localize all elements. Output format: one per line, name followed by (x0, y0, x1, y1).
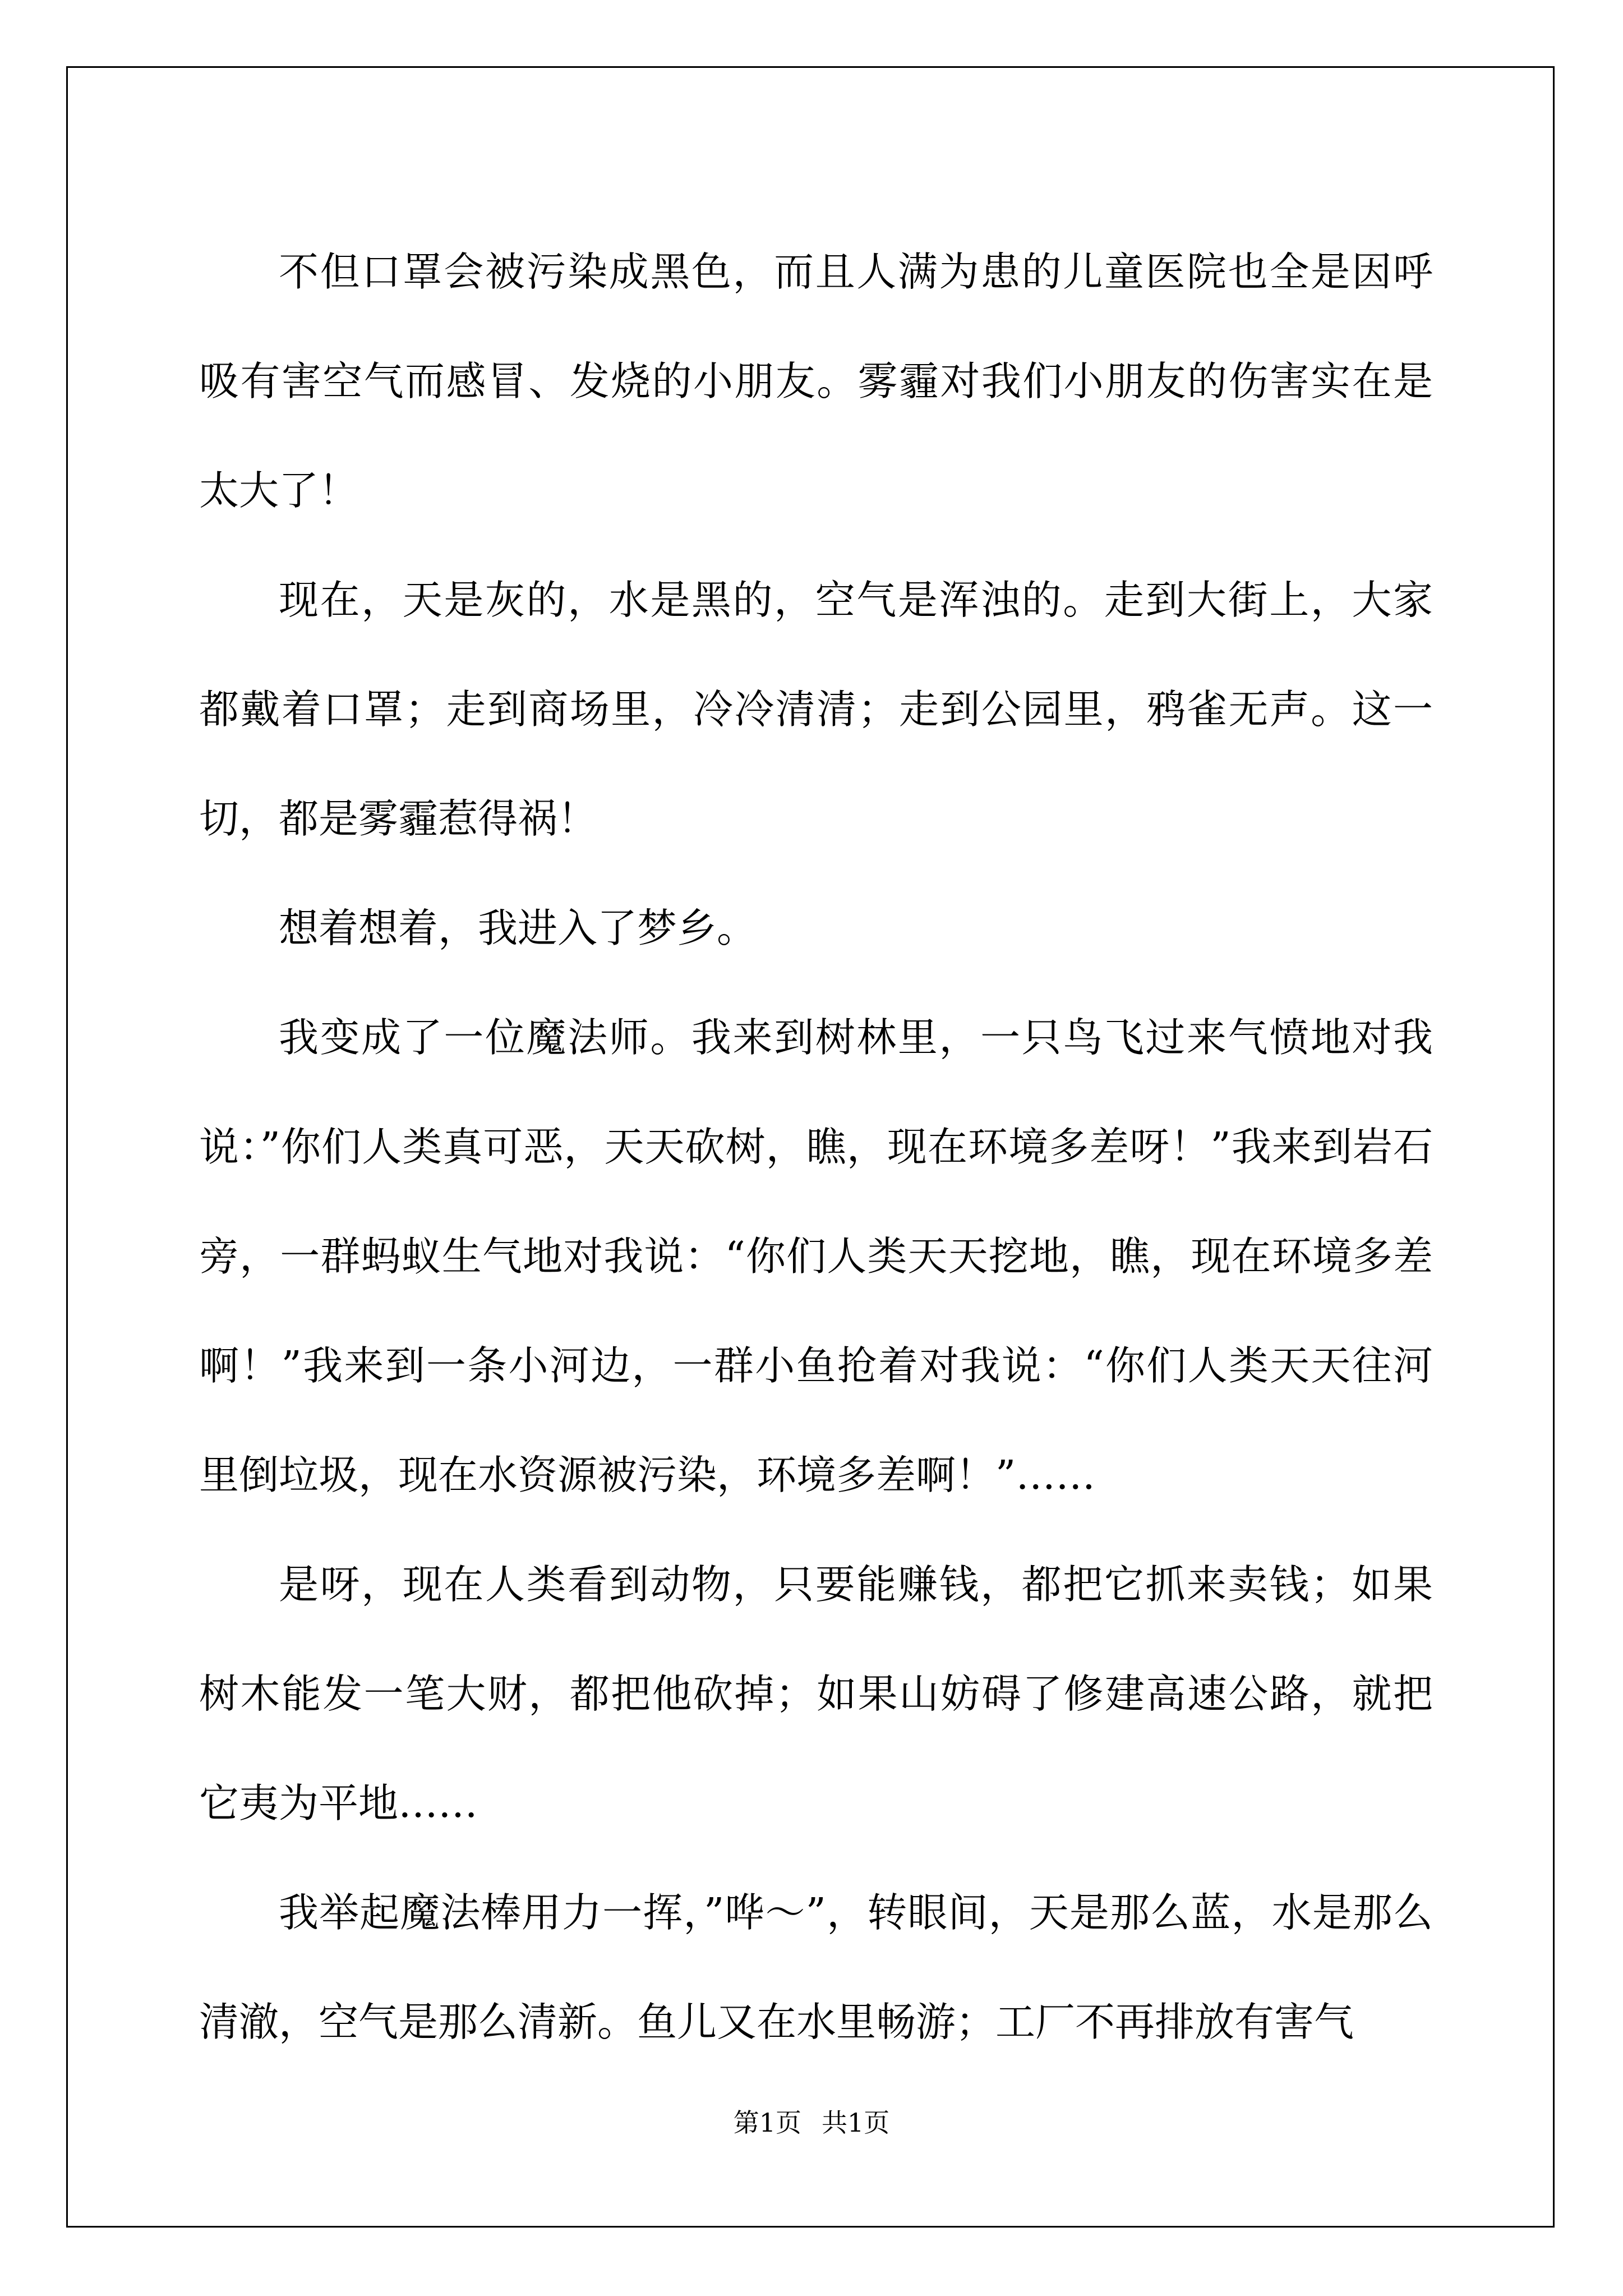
paragraph: 不但口罩会被污染成黑色，而且人满为患的儿童医院也全是因呼吸有害空气而感冒、发烧的小朋友。雾霾对我们小朋友的伤害实在是太大了！ (199, 249, 1433, 514)
page-total: 共1页 (822, 2108, 890, 2138)
paragraph: 我变成了一位魔法师。我来到树林里，一只鸟飞过来气愤地对我说：”你们人类真可恶，天天砍树，瞧，现在环境多差呀！”我来到岩石旁，一群蚂蚁生气地对我说：“你们人类天天挖地，瞧，现在环境多差啊！”我来到一条小河边，一群小鱼抢着对我说：“你们人类天天往河里倒垃圾，现在水资源被污染，环境多差啊！”…… (199, 1014, 1433, 1498)
paragraph: 是呀，现在人类看到动物，只要能赚钱，都把它抓来卖钱；如果树木能发一笔大财，都把他砍掉；如果山妨碍了修建高速公路，就把它夷为平地…… (199, 1561, 1433, 1826)
page-footer (0, 2102, 1623, 2139)
page-number: 第1页 (733, 2108, 801, 2138)
paragraph: 想着想着，我进入了梦乡。 (279, 905, 757, 951)
paragraph: 我举起魔法棒用力一挥，”哗～”，转眼间，天是那么蓝，水是那么清澈，空气是那么清新。鱼儿又在水里畅游；工厂不再排放有害气 (199, 1889, 1433, 2045)
document-body (199, 217, 1433, 2077)
paragraph: 现在，天是灰的，水是黑的，空气是浑浊的。走到大街上，大家都戴着口罩；走到商场里，冷冷清清；走到公园里，鸦雀无声。这一切，都是雾霾惹得祸！ (199, 577, 1433, 842)
